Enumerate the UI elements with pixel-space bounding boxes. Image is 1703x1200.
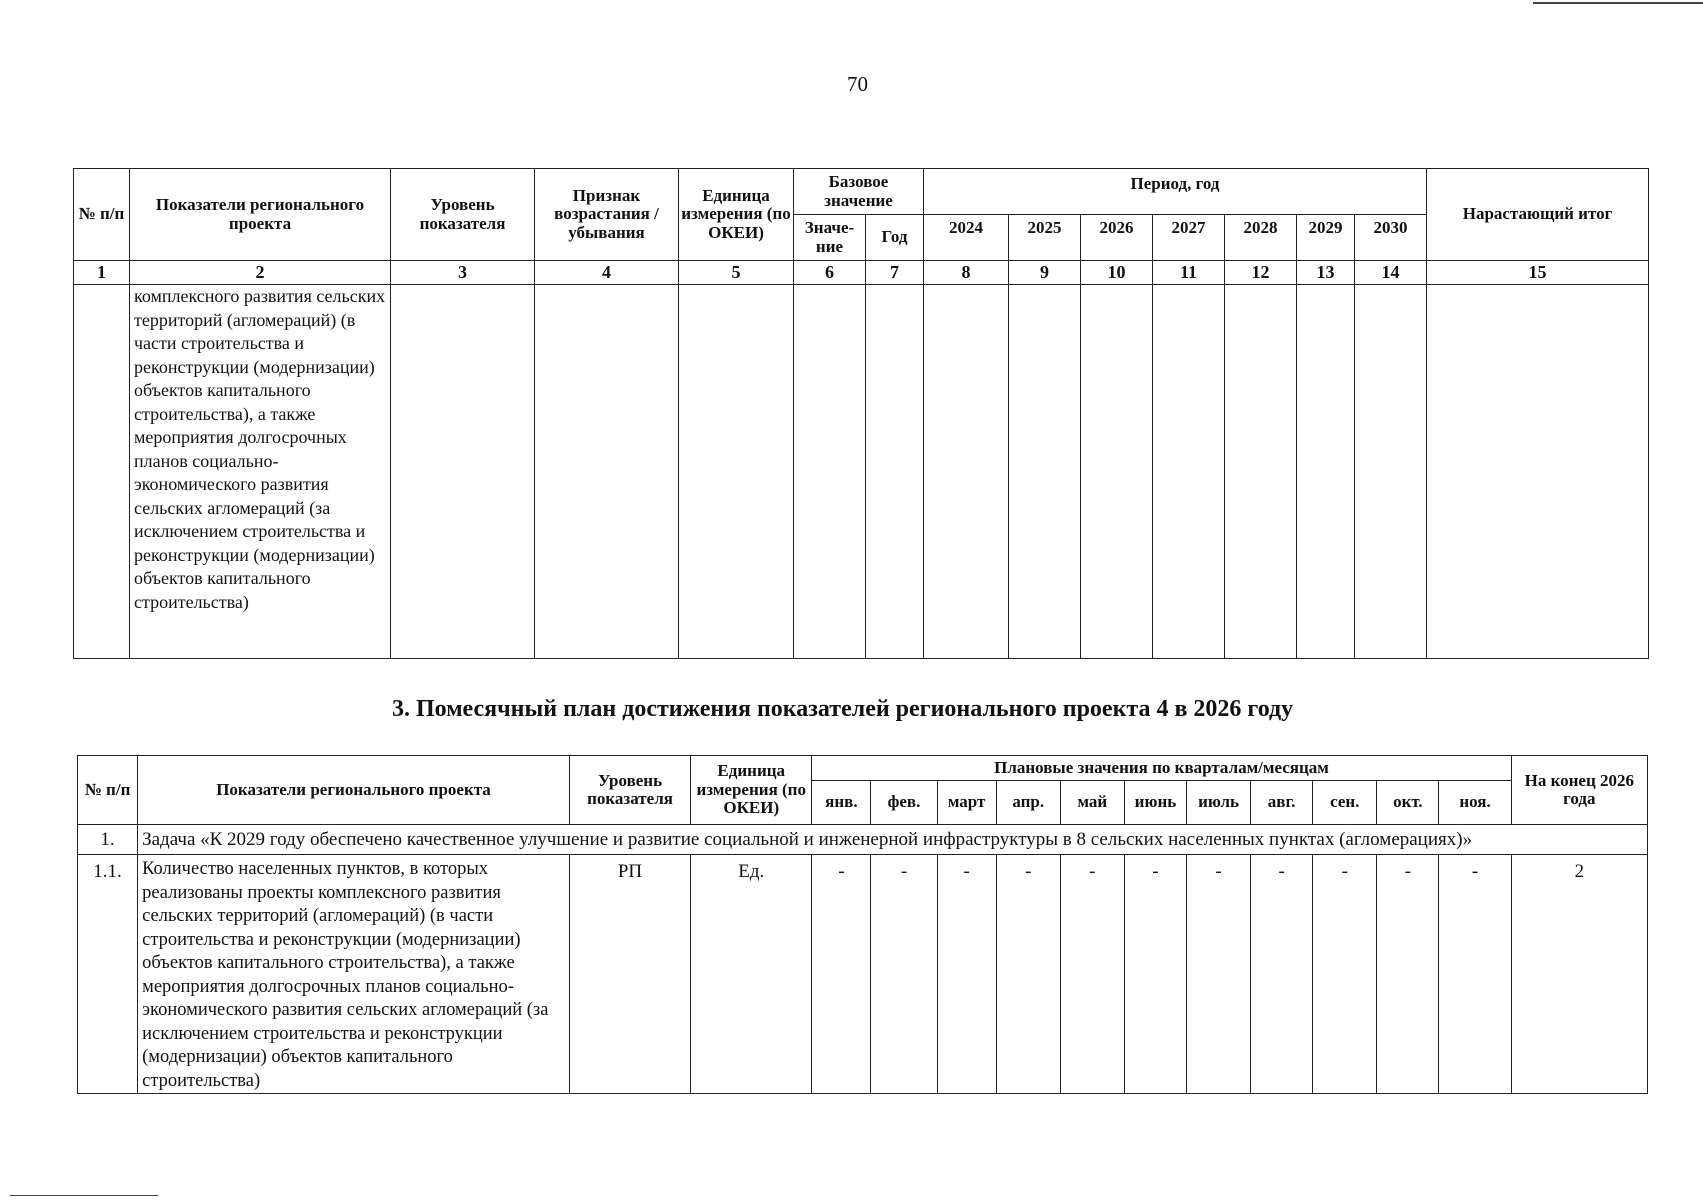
- cell-empty: [1081, 285, 1153, 659]
- header-year: 2027: [1153, 215, 1225, 261]
- row-month-value: -: [937, 855, 996, 1094]
- task-number: 1.: [78, 825, 138, 855]
- task-text: Задача «К 2029 году обеспечено качественное улучшение и развитие социальной и инженерной инфраструктуры в 8 сельских населенных пунктах (агломерациях)»: [138, 825, 1648, 855]
- header-year: 2028: [1225, 215, 1297, 261]
- header-month: июль: [1187, 781, 1251, 825]
- header-year: 2029: [1297, 215, 1355, 261]
- header-month: фев.: [871, 781, 937, 825]
- header-year: 2030: [1355, 215, 1427, 261]
- header-month: май: [1060, 781, 1124, 825]
- header-level: Уровень показателя: [569, 756, 690, 825]
- cell-empty: [1297, 285, 1355, 659]
- row-unit: Ед.: [691, 855, 812, 1094]
- row-month-value: -: [1124, 855, 1186, 1094]
- column-number: 11: [1153, 261, 1225, 285]
- header-planned: Плановые значения по кварталам/месяцам: [812, 756, 1511, 781]
- task-row: [78, 825, 1648, 855]
- header-cumulative: Нарастающий итог: [1427, 169, 1649, 261]
- row-month-value: -: [996, 855, 1060, 1094]
- header-month: март: [937, 781, 996, 825]
- cell-empty: [74, 285, 130, 659]
- cell-empty: [1427, 285, 1649, 659]
- header-year: 2026: [1081, 215, 1153, 261]
- cell-empty: [391, 285, 535, 659]
- section-title: 3. Помесячный план достижения показателей регионального проекта 4 в 2026 году: [392, 696, 1294, 722]
- row-month-value: -: [1313, 855, 1377, 1094]
- row-month-value: -: [1377, 855, 1439, 1094]
- monthly-plan-table: [77, 755, 1648, 1094]
- column-number: 14: [1355, 261, 1427, 285]
- table-row: [74, 285, 1649, 659]
- header-level: Уровень показателя: [391, 169, 535, 261]
- header-num: № п/п: [78, 756, 138, 825]
- header-unit: Единица измерения (по ОКЕИ): [679, 169, 794, 261]
- header-period: Период, год: [924, 169, 1427, 215]
- row-month-value: -: [871, 855, 937, 1094]
- header-base: Базовое значение: [794, 169, 924, 215]
- cell-empty: [679, 285, 794, 659]
- header-month: янв.: [812, 781, 871, 825]
- header-year: 2025: [1009, 215, 1081, 261]
- column-number: 13: [1297, 261, 1355, 285]
- header-base-year: Год: [866, 215, 924, 261]
- table-row: [78, 855, 1648, 1094]
- column-number: 7: [866, 261, 924, 285]
- cell-empty: [794, 285, 866, 659]
- column-number: 8: [924, 261, 1009, 285]
- header-month: июнь: [1124, 781, 1186, 825]
- header-sign: Признак возрастания / убывания: [535, 169, 679, 261]
- cell-empty: [535, 285, 679, 659]
- header-end-of-year: На конец 2026 года: [1511, 756, 1647, 825]
- column-number: 6: [794, 261, 866, 285]
- column-number: 12: [1225, 261, 1297, 285]
- header-year: 2024: [924, 215, 1009, 261]
- header-month: сен.: [1313, 781, 1377, 825]
- page-number: 70: [847, 72, 868, 96]
- cell-empty: [1153, 285, 1225, 659]
- header-num: № п/п: [74, 169, 130, 261]
- row-level: РП: [569, 855, 690, 1094]
- column-number: 4: [535, 261, 679, 285]
- column-number: 9: [1009, 261, 1081, 285]
- header-base-value: Значе-ние: [794, 215, 866, 261]
- cell-empty: [1225, 285, 1297, 659]
- row-month-value: -: [1251, 855, 1313, 1094]
- header-month: ноя.: [1439, 781, 1511, 825]
- row-end-value: 2: [1511, 855, 1647, 1094]
- row-month-value: -: [812, 855, 871, 1094]
- cell-empty: [866, 285, 924, 659]
- column-number: 2: [130, 261, 391, 285]
- header-month: окт.: [1377, 781, 1439, 825]
- header-indicator: Показатели регионального проекта: [138, 756, 570, 825]
- column-number: 15: [1427, 261, 1649, 285]
- cell-empty: [924, 285, 1009, 659]
- column-number: 5: [679, 261, 794, 285]
- row-month-value: -: [1060, 855, 1124, 1094]
- header-month: апр.: [996, 781, 1060, 825]
- cell-empty: [1009, 285, 1081, 659]
- scan-edge-line: [10, 1195, 158, 1196]
- row-month-value: -: [1439, 855, 1511, 1094]
- indicators-table: [73, 168, 1649, 659]
- header-indicator: Показатели регионального проекта: [130, 169, 391, 261]
- header-month: авг.: [1251, 781, 1313, 825]
- column-number: 1: [74, 261, 130, 285]
- scan-edge-line: [1533, 2, 1703, 4]
- row-month-value: -: [1187, 855, 1251, 1094]
- column-number: 3: [391, 261, 535, 285]
- indicator-continued-text: комплексного развития сельских территорий (агломераций) (в части строительства и реконструкции (модернизации) объектов капитального строительства), а также мероприятия долгосрочных планов социально-экономического развития сельских агломераций (за исключением строительства и реконструкции (модернизации) объектов капитального строительства): [130, 285, 391, 659]
- column-number: 10: [1081, 261, 1153, 285]
- header-unit: Единица измерения (по ОКЕИ): [691, 756, 812, 825]
- row-indicator: Количество населенных пунктов, в которых реализованы проекты комплексного развития сельских территорий (агломераций) (в части строительства и реконструкции (модернизации) объектов капитального строительства), а также мероприятия долгосрочных планов социально-экономического развития сельских агломераций (за исключением строительства и реконструкции (модернизации) объектов капитального строительства): [138, 855, 570, 1094]
- row-number: 1.1.: [78, 855, 138, 1094]
- cell-empty: [1355, 285, 1427, 659]
